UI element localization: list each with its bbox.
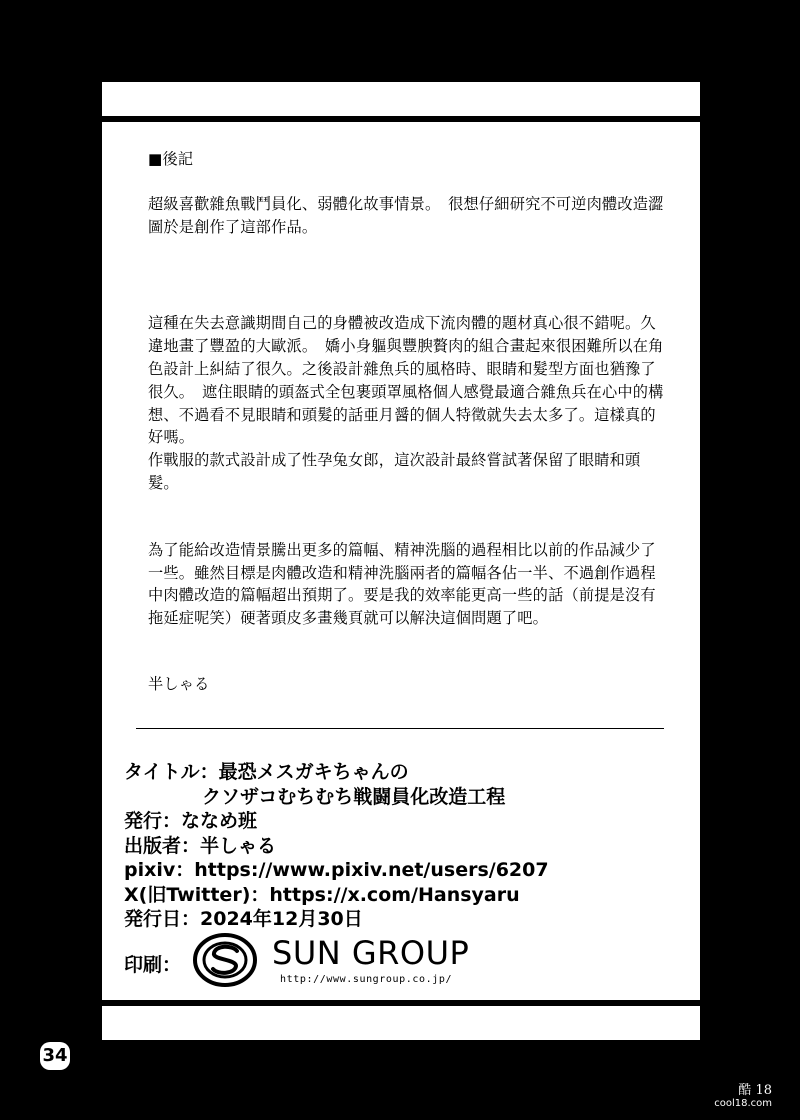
colophon-twitter: X(旧Twitter)：https://x.com/Hansyaru bbox=[124, 883, 520, 906]
bottom-rule bbox=[102, 1000, 700, 1006]
afterword-section bbox=[148, 148, 668, 696]
page-number: 34 bbox=[40, 1042, 70, 1070]
afterword-signature: 半しゃる bbox=[148, 674, 210, 693]
colophon bbox=[124, 760, 684, 932]
printer-row bbox=[124, 932, 684, 992]
top-rule bbox=[102, 116, 700, 122]
afterword-paragraph-1: 超級喜歡雜魚戰鬥員化、弱體化故事情景。 很想仔細研究不可逆肉體改造澀圖於是創作了這部作品。 bbox=[148, 194, 664, 236]
printer-label: 印刷： bbox=[124, 954, 182, 976]
colophon-date: 発行日：2024年12月30日 bbox=[124, 908, 363, 930]
colophon-title-line2: クソザコむちむち戦闘員化改造工程 bbox=[202, 785, 506, 808]
section-divider bbox=[136, 728, 664, 729]
page-panel bbox=[102, 82, 700, 1040]
sun-group-logo-icon bbox=[192, 932, 258, 988]
colophon-publisher: 発行：ななめ班 bbox=[124, 810, 258, 832]
watermark-top: 酷 18 bbox=[738, 1083, 772, 1098]
sun-group-url: http://www.sungroup.co.jp/ bbox=[280, 974, 453, 985]
colophon-title-line1: タイトル：最恐メスガキちゃんの bbox=[124, 761, 409, 783]
afterword-paragraph-2: 這種在失去意識期間自己的身體被改造成下流肉體的題材真心很不錯呢。久違地畫了豐盈的大歐派。 嬌小身軀與豐腴贅肉的組合畫起來很困難所以在角色設計上糾結了很久。之後設計雜魚兵的風格時、眼睛和髮型方面也猶豫了很久。 遮住眼睛的頭盔式全包裹頭罩風格個人感覺最適合雜魚兵在心中的構想、不過看不見眼睛和頭髮的話亜月醤的個人特徵就失去太多了。這樣真的好嗎。 作戰服的款式設計成了性孕兔女郎，這次設計最終嘗試著保留了眼睛和頭髮。 bbox=[148, 314, 664, 492]
colophon-pixiv: pixiv：https://www.pixiv.net/users/6207 bbox=[124, 859, 549, 881]
sun-group-logo-text: SUN GROUP bbox=[272, 934, 470, 972]
watermark-bottom: cool18.com bbox=[714, 1098, 772, 1109]
colophon-author: 出版者：半しゃる bbox=[124, 834, 277, 857]
afterword-heading: ■後記 bbox=[148, 150, 194, 168]
afterword-paragraph-3: 為了能給改造情景騰出更多的篇幅、精神洗腦的過程相比以前的作品減少了一些。雖然目標是肉體改造和精神洗腦兩者的篇幅各佔一半、不過創作過程中肉體改造的篇幅超出預期了。要是我的效率能更高一些的話（前提是沒有拖延症呢笑）硬著頭皮多畫幾頁就可以解決這個問題了吧。 bbox=[148, 540, 656, 628]
watermark bbox=[682, 1084, 772, 1110]
